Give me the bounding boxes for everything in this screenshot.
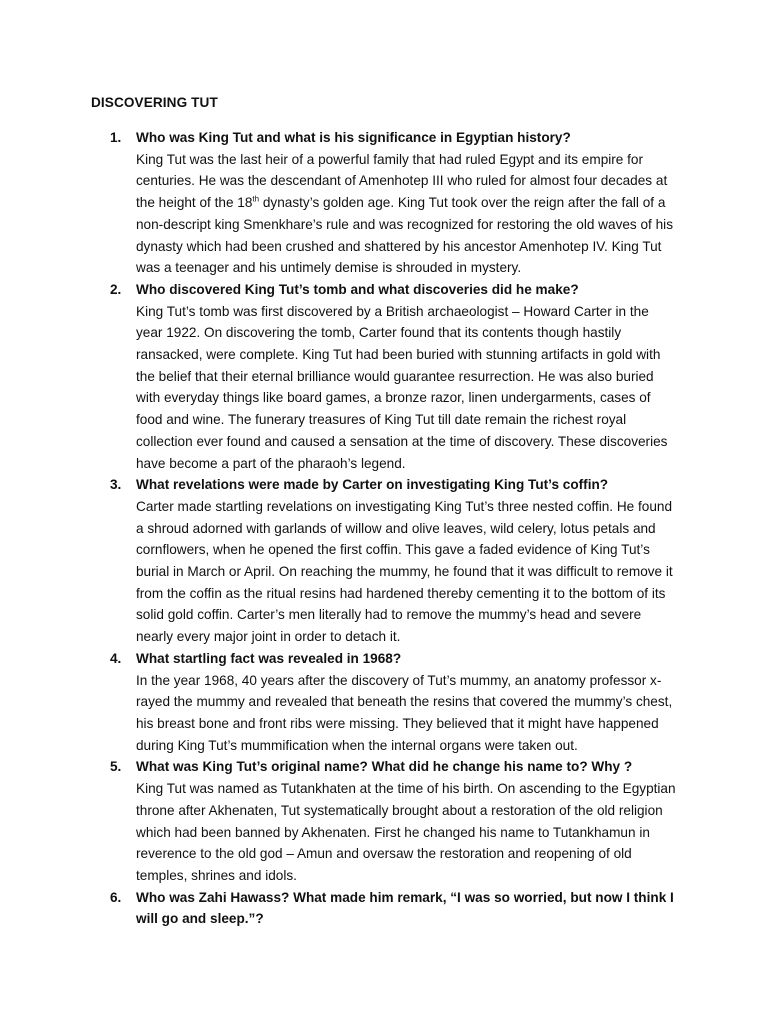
list-item [0, 127, 768, 279]
question-text: Who discovered King Tut’s tomb and what discoveries did he make? [136, 281, 579, 297]
list-item [0, 279, 768, 474]
document-title: DISCOVERING TUT [91, 95, 218, 110]
list-item [0, 474, 768, 648]
item-number: 3. [110, 477, 122, 493]
item-number: 4. [110, 650, 122, 666]
answer-text: King Tut’s tomb was first discovered by a British archaeologist – Howard Carter in the year 1922. On discovering the tomb, Carter found that its contents though hastily ransacked, were complete. King Tut had been buried with stunning artifacts in gold with the belief that their eternal brilliance would guarantee resurrection. He was also buried with everyday things like board games, a bronze razor, linen undergarments, cases of food and wine. The funerary treasures of King Tut till date remain the richest royal collection ever found and caused a sensation at the time of discovery. These discoveries have become a part of the pharaoh’s legend. [136, 303, 668, 471]
answer-text: In the year 1968, 40 years after the discovery of Tut’s mummy, an anatomy professor x-rayed the mummy and revealed that beneath the resins that covered the mummy’s chest, his breast bone and front ribs were missing. They believed that it might have happened during King Tut’s mummification when the internal organs were taken out. [136, 672, 673, 753]
question-list [0, 127, 768, 930]
answer-text-part: dynasty’s golden age. King Tut took over the reign after the fall of a non-descript king Smenkhare’s rule and was recognized for restoring the old waves of his dynasty which had been crushed and shattered by his ancestor Amenhotep IV. King Tut was a teenager and his untimely demise is shrouded in mystery. [136, 195, 673, 276]
question-text: What startling fact was revealed in 1968? [136, 650, 402, 666]
item-number: 1. [110, 130, 122, 145]
question-text: What was King Tut’s original name? What did he change his name to? Why ? [136, 759, 633, 775]
answer-text: Carter made startling revelations on investigating King Tut’s three nested coffin. He found a shroud adorned with garlands of willow and olive leaves, wild celery, lotus petals and cornflowers, when he opened the first coffin. This gave a faded evidence of King Tut’s burial in March or April. On reaching the mummy, he found that it was difficult to remove it from the coffin as the ritual resins had hardened thereby cementing it to the bottom of its solid gold coffin. Carter’s men literally had to remove the mummy’s head and severe nearly every major joint in order to detach it. [136, 498, 673, 645]
list-item [0, 648, 768, 757]
question-text: Who was King Tut and what is his significance in Egyptian history? [136, 130, 571, 145]
ordinal-superscript: th [252, 194, 260, 204]
question-text: What revelations were made by Carter on investigating King Tut’s coffin? [136, 477, 609, 493]
answer-text: King Tut was named as Tutankhaten at the time of his birth. On ascending to the Egyptian throne after Akhenaten, Tut systematically brought about a restoration of the old religion which had been banned by Akhenaten. First he changed his name to Tutankhamun in reverence to the old god – Amun and oversaw the restoration and reopening of old temples, shrines and idols. [136, 781, 676, 883]
answer-text [136, 149, 676, 279]
list-item [0, 756, 768, 886]
question-text: Who was Zahi Hawass? What made him remark, “I was so worried, but now I think I will go and sleep.”? [136, 889, 674, 927]
item-number: 2. [110, 281, 122, 297]
answer-text-part: King Tut was the last heir of a powerful family that had ruled Egypt and its empire for centuries. He was the descendant of Amenhotep III who ruled for almost four decades at the height of the 18 [136, 151, 668, 211]
list-item [0, 887, 768, 930]
item-number: 5. [110, 759, 122, 775]
item-number: 6. [110, 889, 122, 905]
